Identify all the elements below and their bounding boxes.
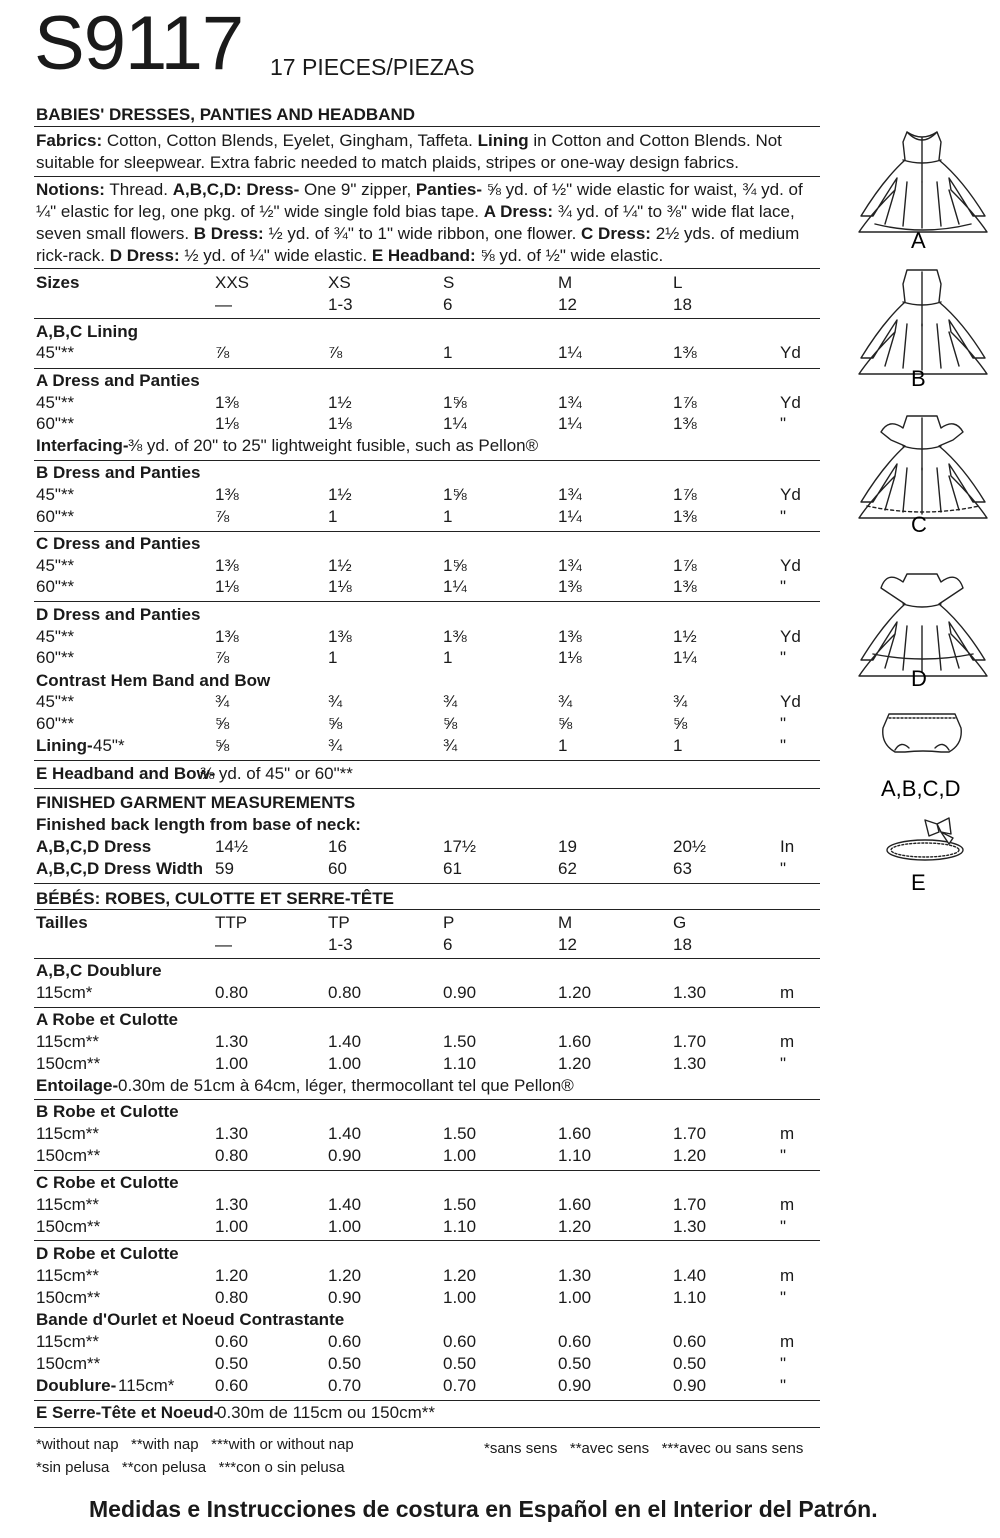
yardage-cell: 1.20	[443, 1266, 477, 1285]
notions-line-3	[36, 225, 799, 242]
panties-illustration	[883, 714, 962, 752]
notions-bold: D Dress:	[109, 246, 180, 265]
view-b-dress-illustration	[859, 270, 987, 374]
yardage-cell: ⅞	[215, 507, 230, 526]
unit-cell: m	[780, 983, 795, 1002]
divider-line	[34, 760, 820, 761]
divider-line	[34, 601, 820, 602]
yardage-cell: 1¼	[558, 414, 582, 433]
row-label: 45"**	[36, 393, 75, 412]
footnote-spanish: *sin pelusa **con pelusa ***con o sin pelusa	[36, 1459, 345, 1476]
yardage-cell: 0.60	[673, 1332, 707, 1351]
yardage-cell: 1.30	[215, 1124, 249, 1143]
view-d-dress-illustration	[859, 574, 987, 676]
yardage-cell: 0.90	[328, 1146, 362, 1165]
yardage-cell: 1	[443, 343, 453, 362]
finished-header: FINISHED GARMENT MEASUREMENTS	[36, 793, 356, 812]
section-header: D Robe et Culotte	[36, 1244, 179, 1263]
yardage-cell: 1	[443, 507, 453, 526]
measurement-cell: 16	[328, 837, 347, 856]
yardage-cell: 1⅜	[215, 393, 239, 412]
yardage-cell: 1.40	[673, 1266, 707, 1285]
fabrics-tail: in Cotton and Cotton Blends. Not	[533, 131, 782, 150]
yardage-cell: 1⅜	[328, 627, 352, 646]
yardage-cell: 1.20	[558, 1217, 592, 1236]
entoilage-text: 0.30m de 51cm à 64cm, léger, thermocollant tel que Pellon®	[118, 1076, 574, 1095]
yardage-cell: 1.30	[673, 983, 707, 1002]
section-header: A,B,C Lining	[36, 322, 138, 341]
yardage-cell: 1.20	[558, 983, 592, 1002]
row-label: 45"**	[36, 556, 75, 575]
row-label: 60"**	[36, 577, 75, 596]
size-heading: L	[673, 273, 683, 292]
yardage-cell: 0.50	[328, 1354, 362, 1373]
yardage-cell: 1¾	[558, 556, 582, 575]
headband-label: E Headband and Bow-	[36, 764, 216, 783]
footnote-english: *without nap **with nap ***with or without nap	[36, 1436, 354, 1453]
view-c-dress-illustration	[859, 416, 987, 518]
measurement-cell: 17½	[443, 837, 477, 856]
yardage-cell: 1⅜	[215, 627, 239, 646]
yardage-cell: 1.50	[443, 1124, 477, 1143]
section-header: B Dress and Panties	[36, 463, 201, 482]
section-header: C Dress and Panties	[36, 534, 201, 553]
unit-cell: m	[780, 1124, 795, 1143]
yardage-cell: ⅝	[673, 714, 688, 733]
measurement-cell: 62	[558, 859, 577, 878]
yardage-cell: 1.60	[558, 1124, 592, 1143]
yardage-cell: 0.90	[673, 1376, 707, 1395]
row-label: 115cm**	[36, 1332, 99, 1351]
yardage-cell: ¾	[328, 736, 343, 755]
unit-cell: "	[780, 859, 787, 878]
notions-bold: B Dress:	[193, 224, 264, 243]
yardage-cell: 1⅛	[215, 577, 239, 596]
yardage-cell: 1¾	[558, 485, 582, 504]
yardage-cell: 1.30	[673, 1217, 707, 1236]
headband-text: 0.30m de 115cm ou 150cm**	[217, 1403, 435, 1422]
yardage-cell: ⅞	[215, 648, 230, 667]
row-label: 45"**	[36, 485, 75, 504]
size-heading: S	[443, 273, 455, 292]
notions-text: rick-rack.	[36, 246, 105, 265]
row-label: 150cm**	[36, 1288, 101, 1307]
yardage-cell: 0.90	[443, 983, 477, 1002]
yardage-cell: 1¼	[443, 577, 467, 596]
notions-bold: C Dress:	[581, 224, 651, 243]
unit-cell: m	[780, 1032, 795, 1051]
fabrics-line-1	[36, 132, 782, 149]
yardage-cell: 1.00	[328, 1054, 362, 1073]
divider-line	[34, 1400, 820, 1401]
unit-cell: In	[780, 837, 795, 856]
yardage-cell: 0.80	[215, 983, 249, 1002]
yardage-cell: 1⅜	[673, 414, 697, 433]
measurement-cell: 20½	[673, 837, 707, 856]
yardage-cell: 0.50	[215, 1354, 249, 1373]
size-sub: 18	[673, 935, 692, 954]
fabrics-label: Fabrics:	[36, 131, 103, 150]
fabrics-line-2: suitable for sleepwear. Extra fabric needed to match plaids, stripes or one-way design fabrics.	[36, 153, 740, 172]
yardage-cell: 0.60	[328, 1332, 362, 1351]
divider-line	[34, 958, 820, 959]
lining-width: 115cm*	[118, 1376, 175, 1395]
yardage-cell: ⅝	[558, 714, 573, 733]
footnote-french: *sans sens **avec sens ***avec ou sans sens	[484, 1440, 804, 1457]
row-label: 45"**	[36, 627, 75, 646]
row-label: 60"**	[36, 414, 75, 433]
yardage-cell: 1½	[673, 627, 697, 646]
view-label-d: D	[911, 666, 927, 691]
yardage-cell: 0.70	[328, 1376, 362, 1395]
yardage-cell: 1.10	[558, 1146, 592, 1165]
row-label: 45"**	[36, 692, 75, 711]
row-label: 115cm**	[36, 1032, 99, 1051]
notions-text: Thread.	[109, 180, 168, 199]
yardage-cell: 1.10	[443, 1054, 477, 1073]
notions-bold: Panties-	[415, 180, 483, 199]
yardage-cell: 1¼	[558, 507, 582, 526]
size-heading: TP	[328, 913, 350, 932]
unit-cell: m	[780, 1332, 795, 1351]
notions-text: ¼" elastic for leg, one pkg. of ½" wide single fold bias tape.	[36, 202, 479, 221]
yardage-cell: 1⅝	[443, 393, 467, 412]
yardage-cell: 1.30	[673, 1054, 707, 1073]
unit-cell: "	[780, 648, 787, 667]
divider-line	[34, 460, 820, 461]
yardage-cell: ⅝	[328, 714, 343, 733]
yardage-cell: 0.80	[215, 1288, 249, 1307]
yardage-cell: ¾	[443, 692, 458, 711]
unit-cell: Yd	[780, 556, 801, 575]
divider-line	[34, 788, 820, 789]
yardage-cell: 1.70	[673, 1032, 707, 1051]
yardage-cell: 1⅛	[328, 577, 352, 596]
yardage-cell: 1⅜	[673, 507, 697, 526]
finished-row-label: A,B,C,D Dress	[36, 837, 152, 856]
section-header: D Dress and Panties	[36, 605, 201, 624]
yardage-cell: 1.30	[215, 1195, 249, 1214]
measurement-cell: 63	[673, 859, 692, 878]
section-header: B Robe et Culotte	[36, 1102, 179, 1121]
yardage-cell: 1.20	[673, 1146, 707, 1165]
unit-cell: Yd	[780, 485, 801, 504]
yardage-cell: 0.50	[443, 1354, 477, 1373]
yardage-cell: 1.20	[558, 1054, 592, 1073]
divider-line	[34, 1170, 820, 1171]
divider-line	[34, 318, 820, 319]
view-a-dress-illustration	[859, 132, 987, 232]
size-heading: P	[443, 913, 455, 932]
yardage-cell: 1.00	[215, 1217, 249, 1236]
divider-line	[34, 883, 820, 884]
size-sub: —	[215, 935, 232, 954]
pattern-title: BABIES' DRESSES, PANTIES AND HEADBAND	[36, 105, 416, 124]
yardage-cell: 1.00	[328, 1217, 362, 1236]
yardage-cell: ⅝	[215, 714, 230, 733]
yardage-cell: ¾	[443, 736, 458, 755]
measurement-cell: 59	[215, 859, 234, 878]
yardage-cell: 1	[328, 648, 338, 667]
yardage-cell: 1¾	[558, 393, 582, 412]
row-label: 115cm**	[36, 1266, 99, 1285]
yardage-cell: 1⅜	[215, 485, 239, 504]
yardage-cell: 1.20	[215, 1266, 249, 1285]
notions-line-2	[36, 203, 795, 220]
yardage-cell: 1½	[328, 393, 352, 412]
yardage-cell: 1⅞	[673, 393, 697, 412]
yardage-cell: 1⅜	[673, 577, 697, 596]
unit-cell: "	[780, 1054, 787, 1073]
yardage-cell: 1⅜	[558, 627, 582, 646]
yardage-cell: 1¼	[558, 343, 582, 362]
yardage-cell: ¾	[215, 692, 230, 711]
view-label-c: C	[911, 512, 927, 537]
notions-line-1	[36, 181, 803, 198]
divider-line	[34, 531, 820, 532]
unit-cell: "	[780, 1146, 787, 1165]
notions-bold: E Headband:	[371, 246, 476, 265]
row-label: 115cm*	[36, 983, 93, 1002]
yardage-cell: 1.30	[215, 1032, 249, 1051]
yardage-cell: 1⅛	[215, 414, 239, 433]
yardage-cell: ⅝	[443, 714, 458, 733]
yardage-cell: 1⅛	[328, 414, 352, 433]
yardage-cell: ⅝	[215, 736, 230, 755]
yardage-cell: 0.60	[215, 1376, 249, 1395]
yardage-cell: 1.60	[558, 1032, 592, 1051]
yardage-cell: 1	[328, 507, 338, 526]
unit-cell: "	[780, 1376, 787, 1395]
row-label: 115cm**	[36, 1195, 99, 1214]
notions-text: ⅝ yd. of ½" wide elastic for waist, ¾ yd. of	[486, 180, 803, 199]
notions-line-4	[36, 247, 663, 264]
size-sub: 1-3	[328, 295, 353, 314]
row-label: 60"**	[36, 507, 75, 526]
yardage-cell: 0.80	[215, 1146, 249, 1165]
measurement-cell: 60	[328, 859, 347, 878]
entoilage-label: Entoilage-	[36, 1076, 119, 1095]
yardage-cell: 1½	[328, 556, 352, 575]
size-heading: XS	[328, 273, 351, 292]
fabrics-text: Cotton, Cotton Blends, Eyelet, Gingham, Taffeta.	[106, 131, 473, 150]
unit-cell: "	[780, 1217, 787, 1236]
yardage-cell: 1⅜	[215, 556, 239, 575]
yardage-cell: 0.60	[558, 1332, 592, 1351]
yardage-cell: 1½	[328, 485, 352, 504]
yardage-cell: 1	[673, 736, 683, 755]
yardage-cell: 1.10	[443, 1217, 477, 1236]
yardage-cell: 0.50	[673, 1354, 707, 1373]
size-heading: XXS	[215, 273, 250, 292]
view-illustrations	[845, 120, 1000, 1040]
spanish-instructions-note: Medidas e Instrucciones de costura en Español en el Interior del Patrón.	[89, 1496, 878, 1522]
yardage-cell: 1.20	[328, 1266, 362, 1285]
yardage-cell: 1.00	[443, 1146, 477, 1165]
notions-text: ½ yd. of ¼" wide elastic.	[184, 246, 368, 265]
yardage-cell: 1	[558, 736, 568, 755]
lining-width: 45"*	[93, 736, 125, 755]
yardage-cell: 1⅜	[443, 627, 467, 646]
yardage-cell: ⅞	[215, 343, 230, 362]
unit-cell: "	[780, 414, 787, 433]
interfacing-label: Interfacing-	[36, 436, 129, 455]
pattern-number: S9117	[34, 1, 244, 86]
size-sub: —	[215, 295, 232, 314]
row-label: 150cm**	[36, 1146, 101, 1165]
unit-cell: "	[780, 714, 787, 733]
unit-cell: Yd	[780, 343, 801, 362]
yardage-cell: 1¼	[673, 648, 697, 667]
section-header: A Dress and Panties	[36, 371, 200, 390]
measurement-cell: 61	[443, 859, 462, 878]
unit-cell: "	[780, 1354, 787, 1373]
measurement-cell: 19	[558, 837, 577, 856]
finished-subheader: Finished back length from base of neck:	[36, 815, 361, 834]
yardage-cell: 1.70	[673, 1195, 707, 1214]
yardage-cell: 1⅞	[673, 485, 697, 504]
unit-cell: "	[780, 1288, 787, 1307]
size-sub: 18	[673, 295, 692, 314]
yardage-cell: 1⅜	[558, 577, 582, 596]
lining-label: Doublure-	[36, 1376, 117, 1395]
yardage-cell: 1⅜	[673, 343, 697, 362]
notions-text: ¾ yd. of ¼" to ⅜" wide flat lace,	[557, 202, 795, 221]
yardage-cell: 1.40	[328, 1195, 362, 1214]
yardage-cell: 1.00	[558, 1288, 592, 1307]
divider-line	[34, 1427, 820, 1428]
unit-cell: Yd	[780, 692, 801, 711]
piece-count: 17 PIECES/PIEZAS	[270, 54, 475, 80]
unit-cell: "	[780, 736, 787, 755]
yardage-cell: 1	[443, 648, 453, 667]
notions-text: One 9" zipper,	[304, 180, 412, 199]
yardage-cell: 1⅞	[673, 556, 697, 575]
section-header: Contrast Hem Band and Bow	[36, 671, 271, 690]
yardage-cell: 0.80	[328, 983, 362, 1002]
size-sub: 6	[443, 935, 453, 954]
interfacing-text: ⅜ yd. of 20" to 25" lightweight fusible, such as Pellon®	[128, 436, 539, 455]
size-sub: 12	[558, 935, 577, 954]
section-header: Bande d'Ourlet et Noeud Contrastante	[36, 1310, 345, 1329]
notions-label: Notions:	[36, 180, 105, 199]
unit-cell: Yd	[780, 627, 801, 646]
size-sub: 1-3	[328, 935, 353, 954]
yardage-cell: 1.50	[443, 1032, 477, 1051]
notions-text: 2½ yds. of medium	[655, 224, 800, 243]
unit-cell: "	[780, 507, 787, 526]
unit-cell: m	[780, 1195, 795, 1214]
finished-row-label: A,B,C,D Dress Width	[36, 859, 204, 878]
notions-text: seven small flowers.	[36, 224, 190, 243]
row-label: 150cm**	[36, 1354, 101, 1373]
row-label: 115cm**	[36, 1124, 99, 1143]
view-label-e: E	[911, 870, 926, 895]
headband-text: ⅜ yd. of 45" or 60"**	[200, 764, 353, 783]
yardage-cell: 1⅝	[443, 485, 467, 504]
yardage-cell: ⅞	[328, 343, 343, 362]
yardage-cell: 1.10	[673, 1288, 707, 1307]
size-heading: TTP	[215, 913, 248, 932]
divider-line	[34, 1099, 820, 1100]
divider-line	[34, 909, 820, 910]
yardage-cell: ¾	[328, 692, 343, 711]
row-label: 150cm**	[36, 1217, 101, 1236]
headband-label: E Serre-Tête et Noeud-	[36, 1403, 220, 1422]
section-header: A Robe et Culotte	[36, 1010, 178, 1029]
unit-cell: Yd	[780, 393, 801, 412]
view-label-a: A	[911, 228, 926, 253]
yardage-cell: 0.90	[328, 1288, 362, 1307]
yardage-cell: 1.40	[328, 1124, 362, 1143]
sizes-label: Tailles	[36, 913, 88, 932]
yardage-cell: 1.50	[443, 1195, 477, 1214]
row-label: 45"**	[36, 343, 75, 362]
view-label-abcd: A,B,C,D	[881, 776, 961, 801]
lining-label: Lining	[477, 131, 529, 150]
yardage-cell: 1.40	[328, 1032, 362, 1051]
unit-cell: m	[780, 1266, 795, 1285]
yardage-cell: 0.50	[558, 1354, 592, 1373]
measurement-cell: 14½	[215, 837, 249, 856]
lining-label: Lining-	[36, 736, 93, 755]
notions-bold: A,B,C,D: Dress-	[172, 180, 300, 199]
yardage-cell: ¾	[558, 692, 573, 711]
yardage-cell: 1.30	[558, 1266, 592, 1285]
yardage-cell: 1¼	[443, 414, 467, 433]
row-label: 150cm**	[36, 1054, 101, 1073]
size-sub: 6	[443, 295, 453, 314]
yardage-cell: ¾	[673, 692, 688, 711]
divider-line	[34, 368, 820, 369]
notions-bold: A Dress:	[483, 202, 554, 221]
sizes-label: Sizes	[36, 273, 80, 292]
yardage-cell: 1.00	[215, 1054, 249, 1073]
headband-illustration	[887, 818, 963, 860]
yardage-cell: 1⅛	[558, 648, 582, 667]
section-header: C Robe et Culotte	[36, 1173, 179, 1192]
section-header: A,B,C Doublure	[36, 961, 162, 980]
yardage-cell: 0.60	[215, 1332, 249, 1351]
divider-line	[34, 1240, 820, 1241]
row-label: 60"**	[36, 648, 75, 667]
size-heading: M	[558, 913, 573, 932]
yardage-cell: 1⅝	[443, 556, 467, 575]
notions-text: ½ yd. of ¾" to 1" wide ribbon, one flower.	[268, 224, 577, 243]
yardage-cell: 1.70	[673, 1124, 707, 1143]
size-heading: M	[558, 273, 573, 292]
size-heading: G	[673, 913, 687, 932]
yardage-cell: 1.60	[558, 1195, 592, 1214]
yardage-cell: 0.60	[443, 1332, 477, 1351]
french-title: BÉBÉS: ROBES, CULOTTE ET SERRE-TÊTE	[36, 889, 394, 908]
row-label: 60"**	[36, 714, 75, 733]
yardage-cell: 1.00	[443, 1288, 477, 1307]
view-label-b: B	[911, 366, 926, 391]
yardage-cell: 0.90	[558, 1376, 592, 1395]
notions-text: ⅝ yd. of ½" wide elastic.	[480, 246, 664, 265]
size-sub: 12	[558, 295, 577, 314]
divider-line	[34, 1007, 820, 1008]
yardage-cell: 0.70	[443, 1376, 477, 1395]
unit-cell: "	[780, 577, 787, 596]
